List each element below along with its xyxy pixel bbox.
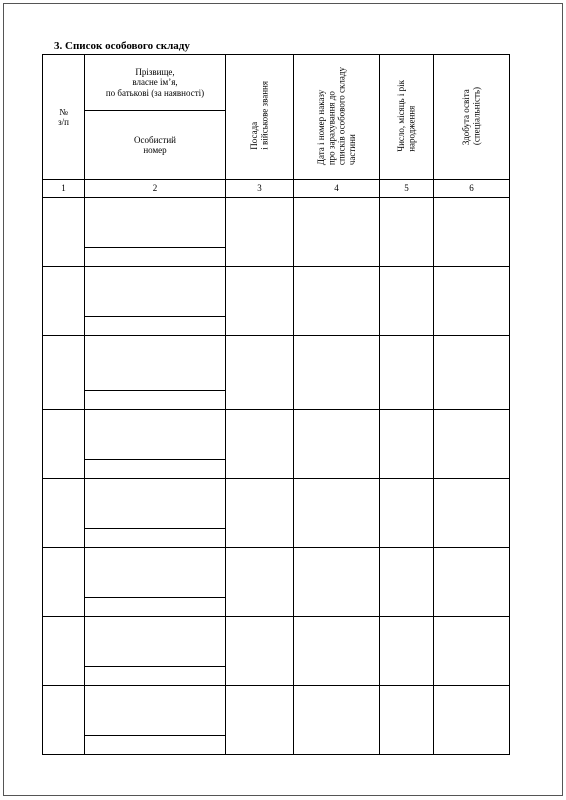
header-full-name-line-2: власне ім’я, [132,77,178,88]
entry-personal-number-cell[interactable] [85,736,226,755]
entry-position-cell[interactable] [226,336,294,410]
entry-education-cell[interactable] [434,686,510,755]
header-number-line-2: з/п [58,117,69,127]
entry-personal-number-cell[interactable] [85,248,226,267]
header-position-line-2: і військове звання [259,81,270,151]
entry-name-cell[interactable] [85,686,226,736]
header-order-line-1: Дата і номер наказу [315,89,326,165]
entry-personal-number-cell[interactable] [85,598,226,617]
header-number-line-1: № [59,106,68,117]
header-position-line-1: Посада [249,122,260,151]
entry-number-cell[interactable] [43,617,85,686]
entry-personal-number-cell[interactable] [85,391,226,410]
header-full-name [85,55,226,111]
entry-personal-number-cell[interactable] [85,317,226,336]
section-title: 3. Список особового складу [54,40,190,52]
entry-education-cell[interactable] [434,548,510,617]
entry-number-cell[interactable] [43,267,85,336]
header-birth-line-2: народження [406,105,417,152]
column-number-5: 5 [380,180,434,198]
entry-birth-cell[interactable] [380,198,434,267]
personnel-table [42,54,510,755]
entry-birth-cell[interactable] [380,617,434,686]
entry-number-cell[interactable] [43,410,85,479]
entry-birth-cell[interactable] [380,336,434,410]
entry-order-cell[interactable] [294,410,380,479]
column-number-3: 3 [226,180,294,198]
entry-number-cell[interactable] [43,198,85,267]
entry-birth-cell[interactable] [380,548,434,617]
header-personal-number [85,111,226,180]
header-order-date [294,55,380,180]
header-position-rank [226,55,294,180]
entry-education-cell[interactable] [434,198,510,267]
entry-name-cell[interactable] [85,267,226,317]
entry-personal-number-cell[interactable] [85,667,226,686]
entry-number-cell[interactable] [43,548,85,617]
entry-name-cell[interactable] [85,617,226,667]
entry-order-cell[interactable] [294,479,380,548]
header-number [43,55,85,180]
entry-order-cell[interactable] [294,686,380,755]
entry-education-cell[interactable] [434,617,510,686]
entry-number-cell[interactable] [43,336,85,410]
entry-personal-number-cell[interactable] [85,460,226,479]
entry-order-cell[interactable] [294,267,380,336]
entry-name-cell[interactable] [85,479,226,529]
entry-order-cell[interactable] [294,548,380,617]
entry-position-cell[interactable] [226,198,294,267]
entry-position-cell[interactable] [226,617,294,686]
header-order-line-4: частини [346,133,357,165]
column-number-6: 6 [434,180,510,198]
header-personal-number-line-2: номер [143,145,167,155]
entry-number-cell[interactable] [43,686,85,755]
header-birth-date [380,55,434,180]
header-education-line-2: (спеціальність) [471,86,482,145]
header-education [434,55,510,180]
entry-education-cell[interactable] [434,479,510,548]
header-personal-number-line-1: Особистий [134,134,176,145]
entry-position-cell[interactable] [226,548,294,617]
entry-name-cell[interactable] [85,548,226,598]
column-number-2: 2 [85,180,226,198]
entry-position-cell[interactable] [226,267,294,336]
entry-birth-cell[interactable] [380,686,434,755]
entry-order-cell[interactable] [294,336,380,410]
column-number-1: 1 [43,180,85,198]
entry-position-cell[interactable] [226,410,294,479]
header-order-line-3: списків особового складу [336,66,347,165]
entry-education-cell[interactable] [434,336,510,410]
entry-name-cell[interactable] [85,410,226,460]
entry-order-cell[interactable] [294,198,380,267]
entry-personal-number-cell[interactable] [85,529,226,548]
entry-birth-cell[interactable] [380,267,434,336]
entry-number-cell[interactable] [43,479,85,548]
header-full-name-line-3: по батькові (за наявності) [105,87,205,98]
entry-birth-cell[interactable] [380,410,434,479]
entry-name-cell[interactable] [85,336,226,391]
column-number-4: 4 [294,180,380,198]
header-full-name-line-1: Прізвище, [135,66,175,77]
header-birth-line-1: Число, місяць і рік [396,79,407,152]
entry-name-cell[interactable] [85,198,226,248]
entry-order-cell[interactable] [294,617,380,686]
entry-education-cell[interactable] [434,267,510,336]
entry-education-cell[interactable] [434,410,510,479]
entry-birth-cell[interactable] [380,479,434,548]
header-education-line-1: Здобута освіта [461,88,472,145]
entry-position-cell[interactable] [226,686,294,755]
header-order-line-2: про зарахування до [326,90,337,165]
entry-position-cell[interactable] [226,479,294,548]
